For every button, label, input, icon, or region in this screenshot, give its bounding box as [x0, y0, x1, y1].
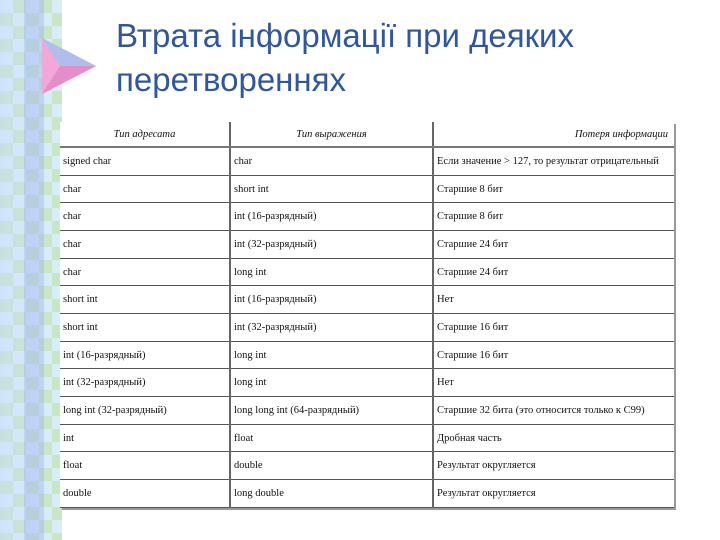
cell-information-loss: Старшие 24 бит — [433, 258, 674, 286]
table-row — [60, 369, 674, 397]
cell-expression-type: int (16-разрядный) — [230, 203, 433, 231]
cell-target-type: signed char — [60, 147, 230, 175]
table-row — [60, 147, 674, 175]
cell-information-loss: Старшие 16 бит — [433, 314, 674, 342]
table-row — [60, 231, 674, 259]
cell-target-type: long int (32-разрядный) — [60, 397, 230, 425]
slide-title — [116, 14, 706, 102]
header-expression-type: Тип выражения — [230, 122, 433, 147]
table-row — [60, 424, 674, 452]
cell-expression-type: char — [230, 147, 433, 175]
cell-information-loss: Дробная часть — [433, 424, 674, 452]
cell-information-loss: Старшие 24 бит — [433, 231, 674, 259]
conversion-table — [60, 122, 674, 508]
cell-target-type: char — [60, 175, 230, 203]
cell-information-loss: Если значение > 127, то результат отрицательный — [433, 147, 674, 175]
cell-information-loss: Старшие 32 бита (это относится только к C99) — [433, 397, 674, 425]
table-row — [60, 452, 674, 480]
table-row — [60, 258, 674, 286]
cell-expression-type: double — [230, 452, 433, 480]
cell-target-type: int (32-разрядный) — [60, 369, 230, 397]
table-header-row — [60, 122, 674, 147]
cell-expression-type: short int — [230, 175, 433, 203]
cell-target-type: int — [60, 424, 230, 452]
table-row — [60, 203, 674, 231]
cell-information-loss: Результат округляется — [433, 480, 674, 508]
cell-information-loss: Старшие 8 бит — [433, 203, 674, 231]
header-information-loss: Потеря информации — [433, 122, 674, 147]
header-target-type: Тип адресата — [60, 122, 230, 147]
cell-target-type: char — [60, 258, 230, 286]
cell-target-type: short int — [60, 314, 230, 342]
cell-information-loss: Нет — [433, 369, 674, 397]
cell-target-type: int (16-разрядный) — [60, 341, 230, 369]
title-line-2: перетвореннях — [116, 61, 346, 98]
cell-expression-type: float — [230, 424, 433, 452]
conversion-table-container — [60, 122, 674, 508]
cell-target-type: float — [60, 452, 230, 480]
table-row — [60, 341, 674, 369]
cell-expression-type: long int — [230, 369, 433, 397]
table-row — [60, 286, 674, 314]
table-row — [60, 314, 674, 342]
cell-expression-type: long int — [230, 341, 433, 369]
cell-target-type: double — [60, 480, 230, 508]
cell-expression-type: long long int (64-разрядный) — [230, 397, 433, 425]
cell-expression-type: int (16-разрядный) — [230, 286, 433, 314]
title-line-1: Втрата інформації при деяких — [116, 17, 574, 54]
cell-expression-type: long int — [230, 258, 433, 286]
cell-expression-type: int (32-разрядный) — [230, 314, 433, 342]
table-row — [60, 397, 674, 425]
triangle-bullet-icon — [38, 36, 98, 96]
cell-target-type: char — [60, 203, 230, 231]
cell-information-loss: Результат округляется — [433, 452, 674, 480]
table-row — [60, 480, 674, 508]
cell-expression-type: int (32-разрядный) — [230, 231, 433, 259]
cell-target-type: short int — [60, 286, 230, 314]
cell-target-type: char — [60, 231, 230, 259]
cell-expression-type: long double — [230, 480, 433, 508]
table-row — [60, 175, 674, 203]
cell-information-loss: Старшие 16 бит — [433, 341, 674, 369]
cell-information-loss: Нет — [433, 286, 674, 314]
cell-information-loss: Старшие 8 бит — [433, 175, 674, 203]
